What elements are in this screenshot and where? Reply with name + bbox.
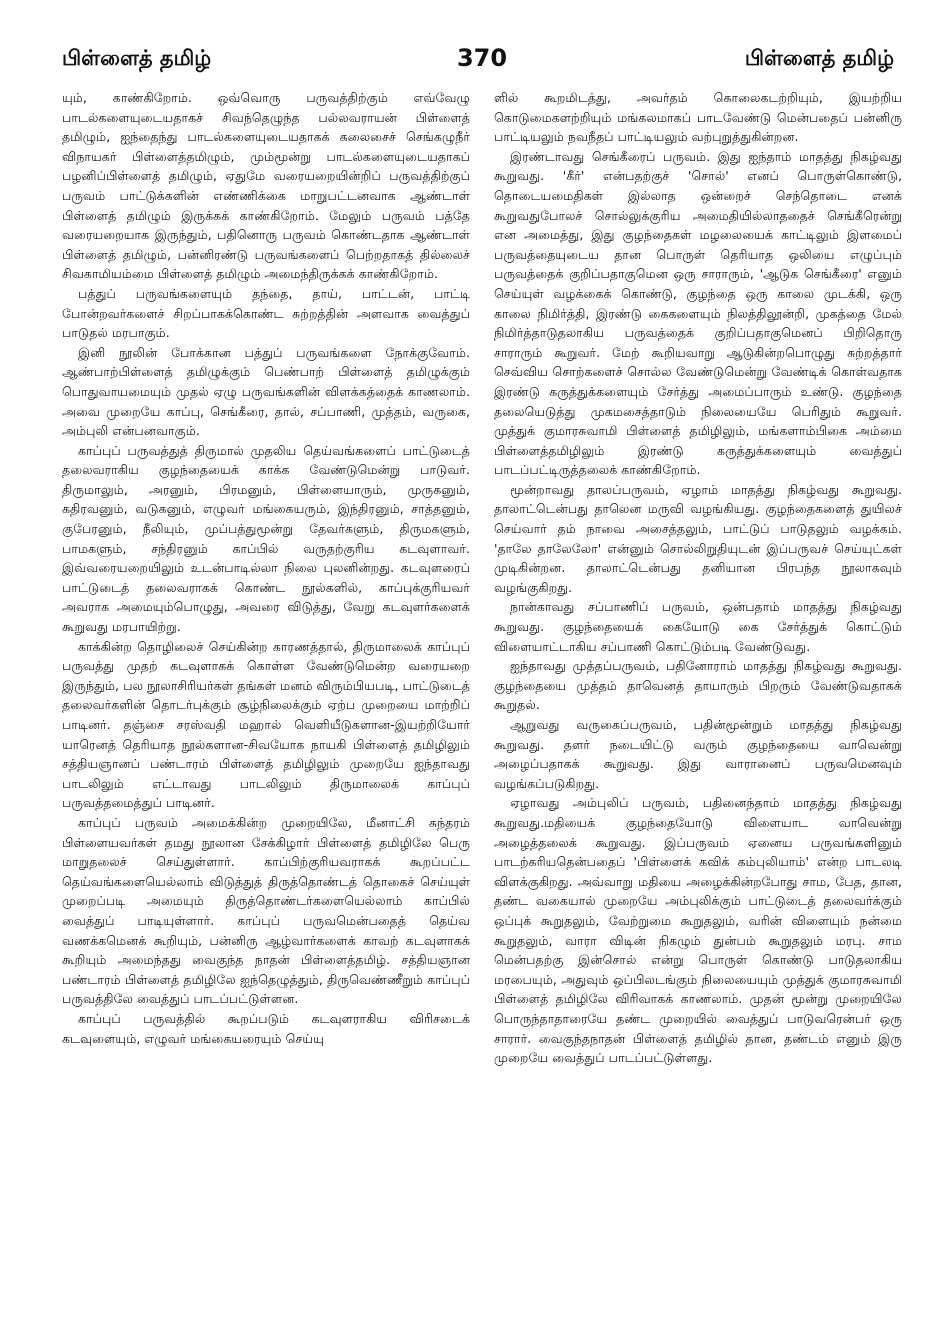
paragraph: ஏழாவது அம்புலிப் பருவம், பதினைந்தாம் மாதத்து நிகழ்வது கூறுவது.மதியைக் குழந்தையோடு விளையாட வாவென்று அழைத்தலைக் கூறுவது. இப்பருவம் ஏனைய பருவங்களினும் பாடற்கரியதென்பதைப் 'பிள்ளைக் கவிக் கம்புலியாம்' என்ற பாடலடி விளக்குகிறது. அவ்வாறு மதியை அழைக்கின்றபோது சாம, பேத, தான, தண்ட வகையால் முறையே அம்புலிக்கும் பாட்டுடைத் தலைவர்க்கும் ஒப்புக் கூறுதலும், வேற்றுமை கூறுதலும், வரின் விளையும் நன்மை கூறுதலும், வாரா விடின் நிகழும் துன்பம் கூறுதலும் மரபு. சாம மென்பதற்கு இன்சொல் என்று பொருள் கொண்டு பாடுதலாகிய மரபையும், அதுவும் ஒப்பிலடங்கும் நிலையையும் முத்துக் குமாரசுவாமி பிள்ளைத் தமிழிலே விரிவாகக் காணலாம். முதன் மூன்று முறையிலே பொருந்தாதாரையே தண்ட முறையில் வைத்துப் பாடுவரென்பர் ஒரு சாரார். வைகுந்தநாதன் பிள்ளைத் தமிழில் தான, தண்டம் எனும் இரு முறையே வைத்துப் பாடப்பட்டுள்ளது. — [494, 795, 902, 1066]
paragraph: காப்புப் பருவத்தில் கூறப்படும் கடவுளராகிய விரிசடைக் கடவுளையும், எழுவர் மங்கையரையும் செய்யு — [62, 1010, 470, 1046]
paragraph: பத்துப் பருவங்களையும் தந்தை, தாய், பாட்டன், பாட்டி போன்றவர்களைச் சிறப்பாகக்கொண்ட சுற்றத்தின் அளவாக வைத்துப் பாடுதல் மரபாகும். — [62, 285, 470, 341]
paragraph: நான்காவது சப்பாணிப் பருவம், ஒன்பதாம் மாதத்து நிகழ்வது கூறுவது. குழந்தையைக் கையோடு கை சேர்த்துக் கொட்டும் விளையாட்டாகிய சப்பாணி கொட்டும்படி வேண்டுவது. — [494, 599, 902, 654]
running-title-right: பிள்ளைத் தமிழ் — [744, 46, 894, 70]
page-header — [62, 40, 902, 80]
paragraph: காப்புப் பருவத்துத் திருமால் முதலிய தெய்வங்களைப் பாட்டுடைத் தலைவராகிய குழந்தையைக் காக்க வேண்டுமென்று பாடுவர். திருமாலும், அரனும், பிரமனும், பிள்ளையாரும், முருகனும், கதிரவனும், வடுகனும், எழுவர் மங்கையரும், இந்திரனும், சாத்தனும், குபேரனும், நீலியும், முப்பத்துமூன்று தேவர்களும், திருமகளும், பாமகளும், சந்திரனும் காப்பில் வருதற்குரிய கடவுளாவர். இவ்வரையறையிலும் உடன்பாடில்லா நிலை புலனின்றது. கடவுளரைப் பாட்டுடைத் தலைவராகக் கொண்ட நூல்களில், காப்புக்குரியவர் அவராக அமையும்பொழுது, அவரை விடுத்து, வேறு கடவுளர்களைக் கூறுவது மரபாயிற்று. — [62, 442, 470, 635]
text-columns — [62, 88, 902, 1068]
page-number: 370 — [456, 44, 508, 72]
running-title-left: பிள்ளைத் தமிழ் — [62, 46, 212, 70]
left-column — [62, 88, 470, 1068]
right-column — [494, 88, 902, 1068]
paragraph: இனி நூலின் போக்கான பத்துப் பருவங்களை நோக்குவோம். ஆண்பாற்பிள்ளைத் தமிழுக்கும் பெண்பாற் பிள்ளைத் தமிழுக்கும் பொதுவாயமையும் முதல் ஏழு பருவங்களின் விளக்கத்தைக் காணலாம். அவை முறையே காப்பு, செங்கீரை, தால், சப்பாணி, முத்தம், வருகை, அம்புலி என்பனவாகும். — [62, 344, 470, 439]
paragraph: ளில் கூறமிடத்து, அவர்தம் கொலைகடற்றியும், இயற்றிய கொடுமைகளற்றியும் மங்கலமாகப் பாடவேண்டு மென்பதைப் பன்னிரு பாட்டியலும் நவநீதப் பாட்டியலும் வற்புறுத்துகின்றன. — [494, 90, 902, 145]
paragraph: ஆறுவது வருகைப்பருவம், பதின்மூன்றும் மாதத்து நிகழ்வது கூறுவது. தளர் நடையிட்டு வரும் குழந்தையை வாவென்று அழைப்பதாகக் கூறுவது. இது வாரானைப் பருவமெனவும் வழங்கப்படுகிறது. — [494, 717, 902, 791]
paragraph: மூன்றாவது தாலப்பருவம், ஏழாம் மாதத்து நிகழ்வது கூறுவது. தாலாட்டென்பது தாலென மருவி வழங்கியது. குழந்தைகளைத் துயிலச் செய்வார் தம் நாவை அசைத்தலும், பாட்டுப் பாடுதலும் வழக்கம். 'தாலே தாலேலோ' என்னும் சொல்லிறுதியுடன் இப்பருவச் செய்யுட்கள் முடிகின்றன. தாலாட்டென்பது தனியான பிரபந்த நூலாகவும் வழங்குகிறது. — [494, 481, 902, 595]
paragraph: இரண்டாவது செங்கீரைப் பருவம். இது ஐந்தாம் மாதத்து நிகழ்வது கூறுவது. 'கீர்' என்பதற்குச் 'சொல்' எனப் பொருள்கொண்டு, தொடையமைதிகள் இல்லாத ஒன்றைச் செந்தொடை எனக் கூறுவதுபோலச் சொல்லுக்குரிய அமைதியில்லாததைச் செங்கீரென்று என அமைத்து, இது குழந்தைகள் மழலையைக் காட்டிலும் இளமைப் பருவத்தையுடைய தான பொருள் தெரியாத ஒலியை எழுப்பும் பருவத்தைக் குறிப்பதாகுமென ஒரு சாராரும், 'ஆடுக செங்கீரை' எனும் செய்யுள் வழக்கைக் கொண்டு, குழந்தை ஒரு காலை முடக்கி, ஒரு காலை நிமிர்த்தி, இரண்டு கைகளையும் நிலத்திலூன்றி, முகத்தை மேல் நிமிர்த்தாடுதலாகிய பருவத்தைக் குறிப்பதாகுமெனப் பிறிதொரு சாராரும் கூறுவர். மேற் கூறியவாறு ஆடுகின்றபொழுது சுற்றத்தார் செவ்விய சொற்களைச் சொல்ல வேண்டுமென்று வேண்டிக் கொள்வதாக இரண்டு கருத்துக்களையும் சேர்த்து அமைப்பாரும் உண்டு. குழந்தை தலையெடுத்து முகமசைத்தாடும் நிலையையே பெரிதும் கூறுவர். முத்துக் குமாரசுவாமி பிள்ளைத் தமிழிலும், மங்களாம்பிகை அம்மை பிள்ளைத்தமிழிலும் இரண்டு கருத்துக்களையும் வைத்துப் பாடப்பட்டிருத்தலைக் காண்கிறோம். — [494, 148, 902, 478]
paragraph: யும், காண்கிறோம். ஒவ்வொரு பருவத்திற்கும் எவ்வேழு பாடல்களையுடையதாகச் சிவந்தெழுந்த பல்லவராயன் பிள்ளைத் தமிழும், ஐந்தைந்து பாடல்களையுடையதாகக் கலைசைச் செங்கழுநீர் விநாயகர் பிள்ளைத்தமிழும், மும்மூன்று பாடல்களையுடையதாகப் பழனிப்பிள்ளைத் தமிழும், ஏதுமே வரையறையின்றிப் பருவத்திற்குப் பருவம் பாட்டுக்களின் எண்ணிக்கை மாறுபட்டனவாக ஆண்டாள் பிள்ளைத் தமிழும் இருக்கக் காண்கிறோம். மேலும் பருவம் பத்தே வரையறையாக இருந்தும், பதினொரு பருவம் கொண்டதாக ஆண்டாள் பிள்ளைத் தமிழும், பன்னிரண்டு பருவங்களைப் பெற்றதாகத் தில்லைச் சிவகாமியம்மை பிள்ளைத் தமிழும் அமைந்திருக்கக் காண்கிறோம். — [62, 90, 470, 282]
paragraph: காப்புப் பருவம் அமைக்கின்ற முறையிலே, மீனாட்சி சுந்தரம் பிள்ளையவர்கள் தமது நூலான சேக்கிழார் பிள்ளைத் தமிழிலே பெரு மாறுதலைச் செய்துள்ளார். காப்பிற்குரியவராகக் கூறப்பட்ட தெய்வங்களையெல்லாம் விடுத்துத் திருத்தொண்டத் தொகைச் செய்யுள் முறைப்படி அமையும் திருத்தொண்டர்களையெல்லாம் காப்பில் வைத்துப் பாடியுள்ளார். காப்புப் பருவமென்பதைத் தெய்வ வணக்கமெனக் கூறியும், பன்னிரு ஆழ்வார்களைக் காவற் கடவுளாகக் கூறியும் அமைந்தது வைகுந்த நாதன் பிள்ளைத்தமிழ். சத்தியஞான பண்டாரம் பிள்ளைத் தமிழிலே ஐந்தெழுத்தும், திருவெண்ணீறும் காப்புப் பருவத்திலே வைத்துப் பாடப்பட்டுள்ளன. — [62, 814, 470, 1007]
paragraph: காக்கின்ற தொழிலைச் செய்கின்ற காரணத்தால், திருமாலைக் காப்புப் பருவத்து முதற் கடவுளாகக் கொள்ள வேண்டுமென்ற வரையறை இருந்தும், பல நூலாசிரியர்கள் தங்கள் மனம் விரும்பியபடி, பாட்டுடைத் தலைவர்களின் தொடர்புக்கும் சூழ்நிலைக்கும் ஏற்ப முறையை மாற்றிப் பாடினர். தஞ்சை சரஸ்வதி மஹால் வெளியீடுகளான-இயற்றியோர் யாரெனத் தெரியாத நூல்களான-சிவயோக நாயகி பிள்ளைத் தமிழிலும் சத்தியஞானப் பண்டாரம் பிள்ளைத் தமிழிலும் முறையே ஐந்தாவது பாடலிலும் எட்டாவது பாடலிலும் திருமாலைக் காப்புப் பருவத்தமைத்துப் பாடினர். — [62, 638, 470, 811]
paragraph: ஐந்தாவது முத்தப்பருவம், பதினோராம் மாதத்து நிகழ்வது கூறுவது. குழந்தையை முத்தம் தாவெனத் தாயாரும் பிறரும் வேண்டுவதாகக் கூறுதல். — [494, 658, 902, 713]
